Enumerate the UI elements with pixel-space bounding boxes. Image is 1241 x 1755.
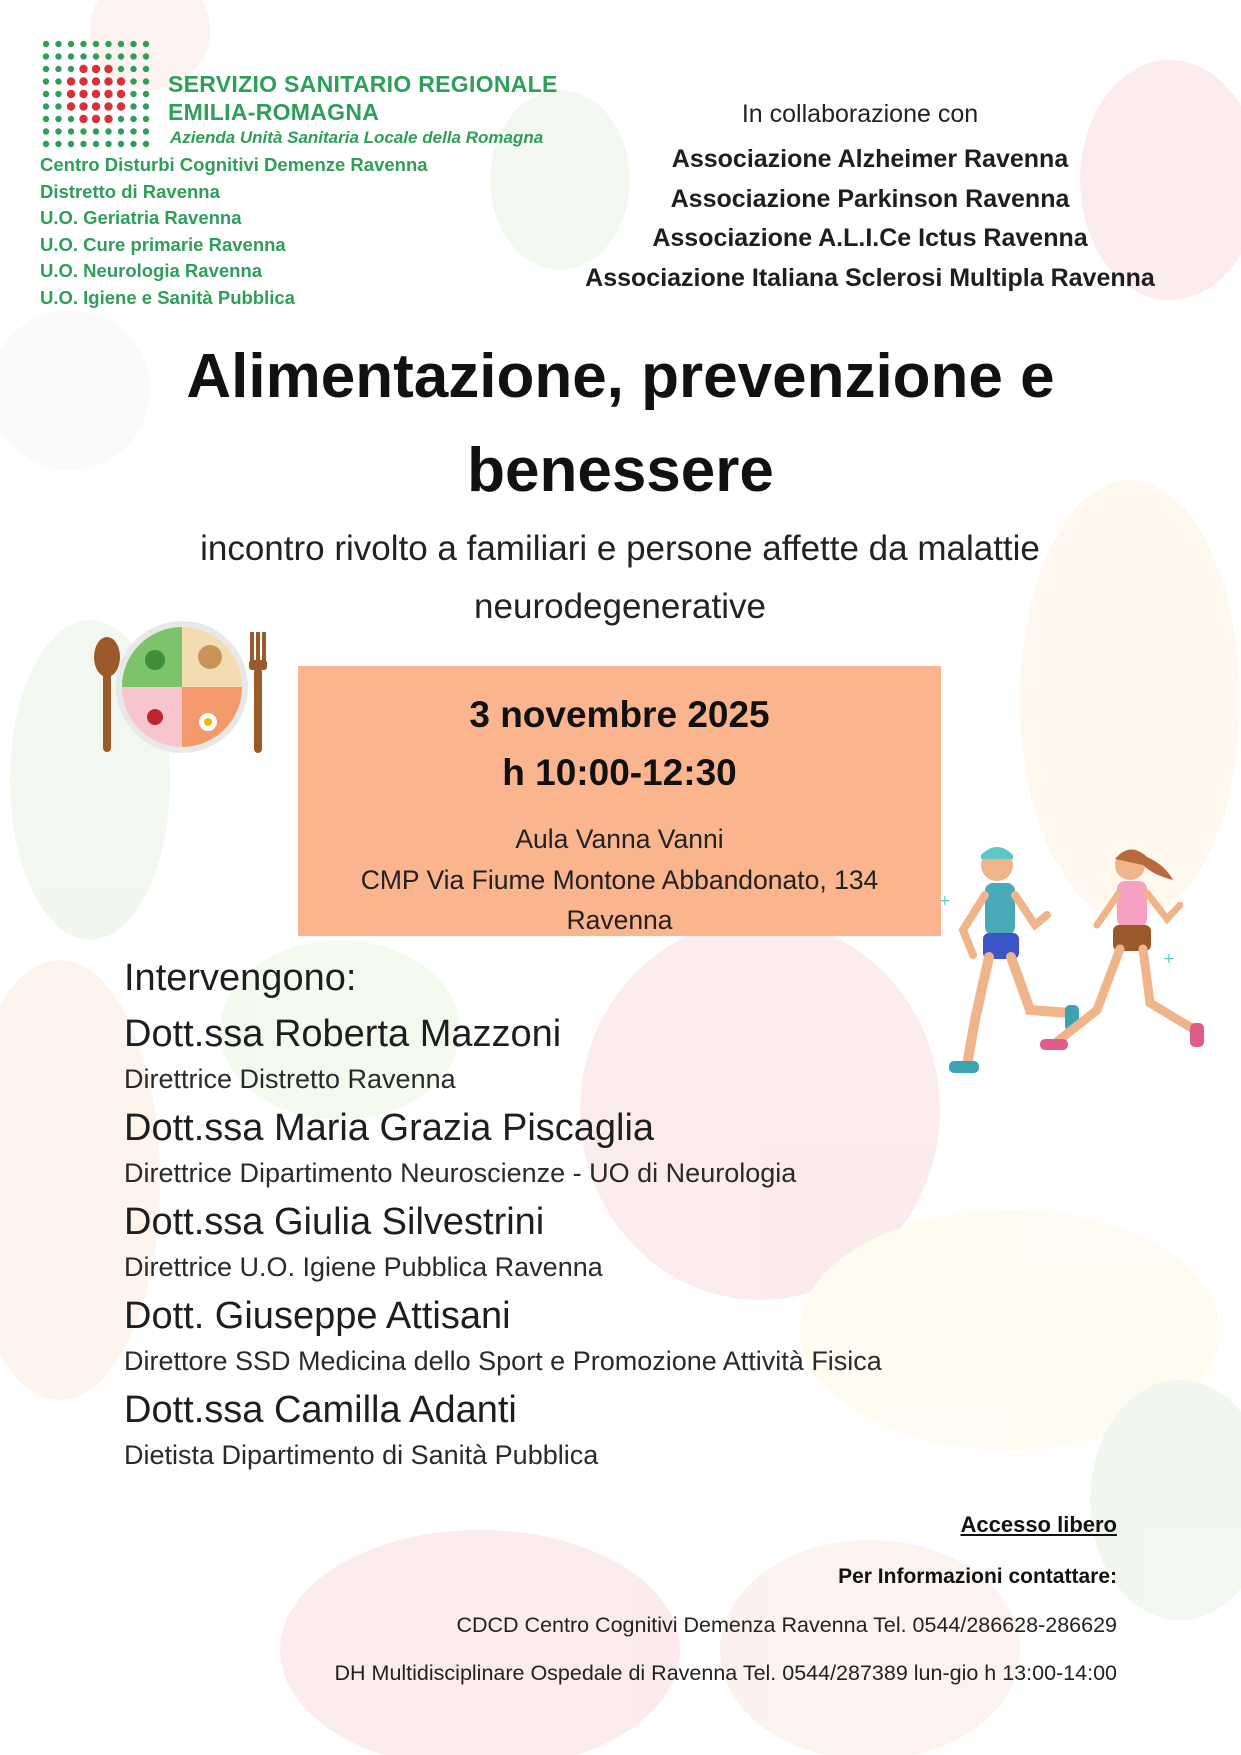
logo-dot bbox=[143, 128, 149, 134]
logo-dot bbox=[67, 77, 75, 85]
logo-dot bbox=[105, 41, 111, 47]
speaker-role: Dietista Dipartimento di Sanità Pubblica bbox=[124, 1440, 599, 1470]
logo-dot bbox=[143, 116, 149, 122]
healthy-plate-icon bbox=[90, 612, 275, 762]
logo-dot bbox=[104, 90, 112, 98]
logo-dot bbox=[118, 128, 124, 134]
logo-dot bbox=[43, 128, 49, 134]
speaker-role: Direttrice Dipartimento Neuroscienze - UO di Neurologia bbox=[124, 1158, 797, 1188]
logo-dot bbox=[104, 115, 112, 123]
logo-dot bbox=[104, 102, 112, 110]
logo-dot bbox=[92, 90, 100, 98]
event-subtitle: incontro rivolto a familiari e persone affette da malattie neurodegenerative bbox=[200, 529, 1040, 626]
logo-dot bbox=[93, 53, 99, 59]
logo-dot bbox=[79, 115, 87, 123]
venue-line: CMP Via Fiume Montone Abbandonato, 134 bbox=[360, 864, 879, 895]
speakers-heading: Intervengono: bbox=[124, 957, 357, 999]
organizing-units bbox=[40, 152, 428, 311]
unit-item: U.O. Geriatria Ravenna bbox=[40, 207, 242, 228]
logo-dot bbox=[93, 128, 99, 134]
event-info-box bbox=[298, 666, 941, 936]
ssr-logo-icon bbox=[40, 38, 156, 150]
logo-dot bbox=[55, 53, 61, 59]
logo-dot bbox=[118, 41, 124, 47]
logo-dot bbox=[130, 103, 136, 109]
event-title: Alimentazione, prevenzione e benessere bbox=[186, 342, 1055, 505]
logo-dot bbox=[130, 116, 136, 122]
logo-dot bbox=[92, 115, 100, 123]
logo-dot bbox=[80, 128, 86, 134]
unit-item: U.O. Neurologia Ravenna bbox=[40, 260, 263, 281]
logo-dot bbox=[92, 65, 100, 73]
association-item: Associazione A.L.I.Ce Ictus Ravenna bbox=[652, 224, 1088, 252]
logo-dot bbox=[79, 77, 87, 85]
event-venue bbox=[278, 819, 961, 941]
speaker-name: Dott.ssa Maria Grazia Piscaglia bbox=[124, 1107, 655, 1149]
logo-dot bbox=[105, 53, 111, 59]
organization-name: SERVIZIO SANITARIO REGIONALE EMILIA-ROMAGNA bbox=[168, 71, 558, 125]
logo-dot bbox=[130, 78, 136, 84]
speaker-item bbox=[124, 1101, 882, 1191]
venue-line: Ravenna bbox=[566, 905, 673, 935]
collaboration-intro: In collaborazione con bbox=[741, 100, 979, 128]
svg-text:+: + bbox=[939, 893, 951, 909]
logo-dot bbox=[79, 90, 87, 98]
logo-dot bbox=[118, 66, 124, 72]
logo-dot bbox=[68, 116, 74, 122]
logo-dot bbox=[43, 66, 49, 72]
logo-dot bbox=[104, 77, 112, 85]
speaker-role: Direttore SSD Medicina dello Sport e Promozione Attività Fisica bbox=[124, 1346, 882, 1376]
logo-dot bbox=[130, 128, 136, 134]
logo-dot bbox=[43, 103, 49, 109]
logo-dot bbox=[143, 78, 149, 84]
logo-dot bbox=[55, 91, 61, 97]
svg-text:+: + bbox=[1163, 951, 1175, 967]
logo-dot bbox=[68, 128, 74, 134]
speaker-item bbox=[124, 1195, 882, 1285]
logo-dot bbox=[68, 53, 74, 59]
logo-dot bbox=[43, 53, 49, 59]
collaboration-list bbox=[535, 140, 1205, 298]
speaker-role: Direttrice Distretto Ravenna bbox=[124, 1064, 456, 1094]
venue-line: Aula Vanna Vanni bbox=[515, 824, 724, 854]
logo-dot bbox=[130, 91, 136, 97]
info-heading: Per Informazioni contattare: bbox=[838, 1565, 1117, 1588]
logo-dot bbox=[130, 66, 136, 72]
logo-dot bbox=[55, 128, 61, 134]
logo-dot bbox=[55, 66, 61, 72]
unit-item: Centro Disturbi Cognitivi Demenze Ravenna bbox=[40, 154, 428, 175]
association-item: Associazione Alzheimer Ravenna bbox=[671, 145, 1069, 173]
speaker-name: Dott.ssa Roberta Mazzoni bbox=[124, 1013, 562, 1055]
logo-dot bbox=[79, 65, 87, 73]
logo-dot bbox=[93, 41, 99, 47]
logo-dot bbox=[55, 78, 61, 84]
logo-dot bbox=[118, 116, 124, 122]
association-item: Associazione Parkinson Ravenna bbox=[670, 184, 1070, 213]
logo-dot bbox=[130, 53, 136, 59]
speaker-item bbox=[124, 1007, 882, 1097]
event-time: h 10:00-12:30 bbox=[502, 752, 737, 793]
logo-dot bbox=[117, 77, 125, 85]
logo-dot bbox=[80, 41, 86, 47]
logo-dot bbox=[105, 141, 111, 147]
logo-dot bbox=[117, 90, 125, 98]
speaker-item bbox=[124, 1289, 882, 1379]
logo-dot bbox=[143, 41, 149, 47]
logo-dot bbox=[143, 53, 149, 59]
logo-dot bbox=[105, 128, 111, 134]
logo-dot bbox=[92, 77, 100, 85]
unit-item: U.O. Igiene e Sanità Pubblica bbox=[40, 286, 295, 308]
logo-dot bbox=[55, 116, 61, 122]
speaker-name: Dott. Giuseppe Attisani bbox=[124, 1295, 511, 1337]
logo-dot bbox=[130, 41, 136, 47]
unit-item: U.O. Cure primarie Ravenna bbox=[40, 233, 286, 255]
logo-dot bbox=[143, 66, 149, 72]
logo-dot bbox=[80, 53, 86, 59]
logo-dot bbox=[143, 91, 149, 97]
speaker-name: Dott.ssa Giulia Silvestrini bbox=[124, 1201, 545, 1243]
logo-dot bbox=[68, 66, 74, 72]
contact-line: CDCD Centro Cognitivi Demenza Ravenna Tel. 0544/286628-286629 bbox=[456, 1613, 1117, 1637]
logo-dot bbox=[80, 141, 86, 147]
logo-dot bbox=[130, 141, 136, 147]
speaker-name: Dott.ssa Camilla Adanti bbox=[124, 1389, 517, 1431]
logo-dot bbox=[43, 41, 49, 47]
speakers-section bbox=[124, 953, 882, 1473]
logo-dot bbox=[68, 41, 74, 47]
logo-dot bbox=[43, 116, 49, 122]
logo-dot bbox=[118, 53, 124, 59]
contact-line: DH Multidisciplinare Ospedale di Ravenna Tel. 0544/287389 lun-gio h 13:00-14:00 bbox=[334, 1661, 1117, 1685]
event-date: 3 novembre 2025 bbox=[469, 694, 770, 735]
association-item: Associazione Italiana Sclerosi Multipla Ravenna bbox=[585, 263, 1155, 292]
organization-subtitle: Azienda Unità Sanitaria Locale della Romagna bbox=[170, 128, 544, 147]
logo-dot bbox=[104, 65, 112, 73]
logo-dot bbox=[43, 141, 49, 147]
logo-dot bbox=[143, 141, 149, 147]
free-access-label: Accesso libero bbox=[960, 1512, 1117, 1537]
logo-dot bbox=[143, 103, 149, 109]
logo-dot bbox=[55, 103, 61, 109]
logo-dot bbox=[67, 102, 75, 110]
logo-dot bbox=[68, 141, 74, 147]
logo-dot bbox=[118, 141, 124, 147]
logo-dot bbox=[79, 102, 87, 110]
runners-illustration bbox=[935, 835, 1225, 1105]
logo-dot bbox=[55, 41, 61, 47]
speaker-item bbox=[124, 1383, 882, 1473]
speaker-role: Direttrice U.O. Igiene Pubblica Ravenna bbox=[124, 1252, 603, 1282]
logo-dot bbox=[43, 91, 49, 97]
logo-dot bbox=[67, 90, 75, 98]
logo-dot bbox=[117, 102, 125, 110]
logo-dot bbox=[55, 141, 61, 147]
logo-dot bbox=[43, 78, 49, 84]
logo-dot bbox=[93, 141, 99, 147]
unit-item: Distretto di Ravenna bbox=[40, 180, 220, 202]
logo-dot bbox=[92, 102, 100, 110]
